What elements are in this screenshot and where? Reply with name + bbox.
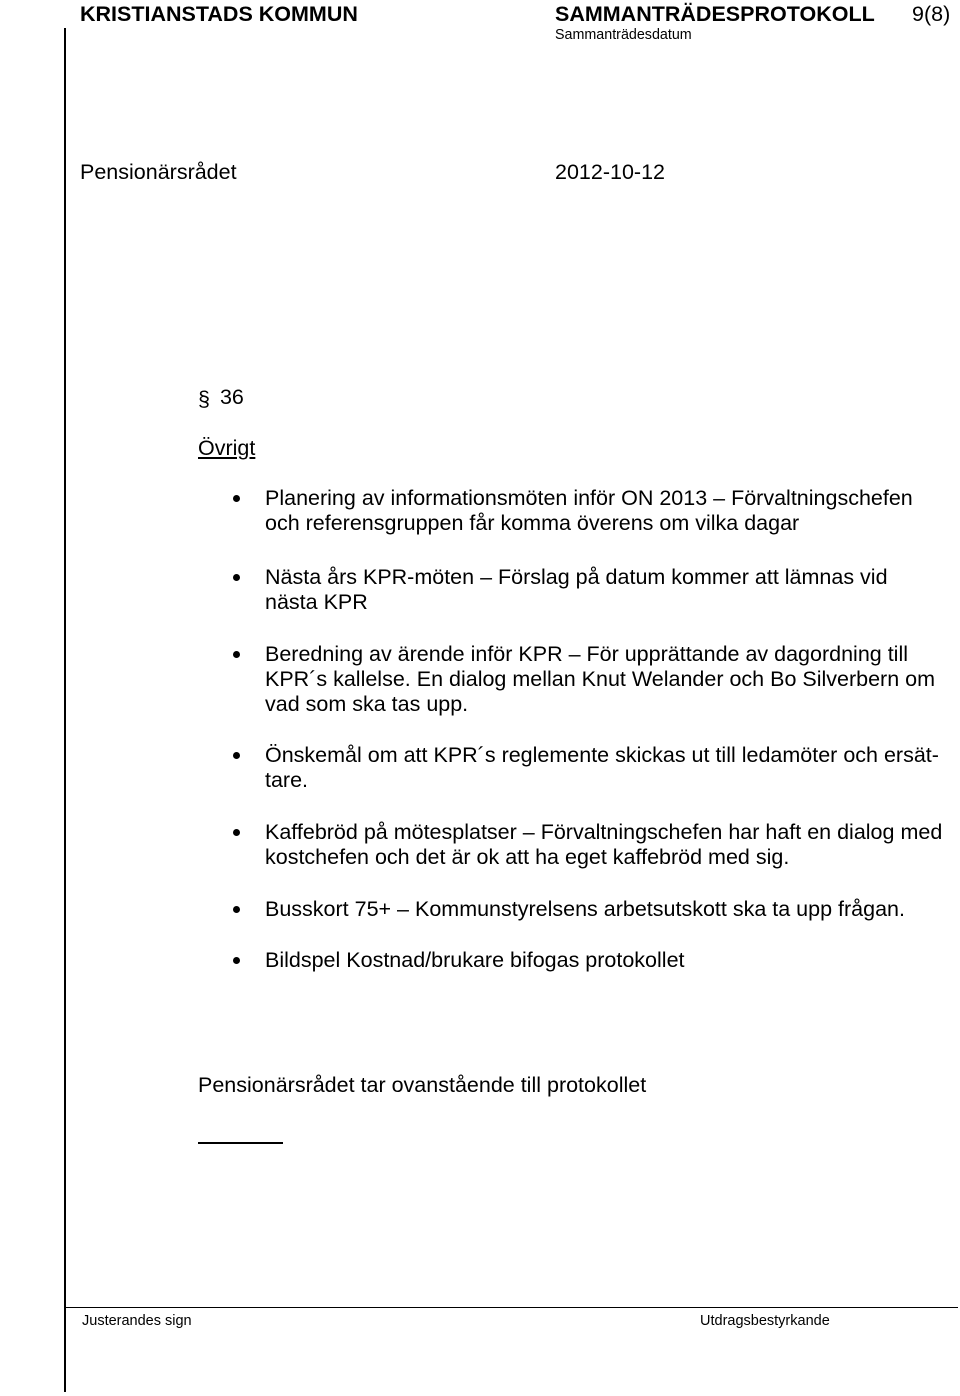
- list-item: [265, 948, 685, 973]
- left-margin-rule: [64, 28, 66, 1392]
- section-title: Övrigt: [198, 436, 256, 460]
- document-type: SAMMANTRÄDESPROTOKOLL: [555, 2, 875, 26]
- list-item-line: Beredning av ärende inför KPR – För upprättande av dagordning till: [265, 642, 909, 666]
- footer-rule: [64, 1307, 958, 1308]
- bullet-icon: [233, 574, 240, 581]
- list-item-line: Nästa års KPR-möten – Förslag på datum kommer att lämnas vid: [265, 565, 888, 589]
- list-item-line: vad som ska tas upp.: [265, 692, 469, 716]
- section-number: [198, 385, 244, 410]
- list-item-line: tare.: [265, 768, 309, 792]
- list-item-line: nästa KPR: [265, 590, 368, 614]
- list-item-line: kostchefen och det är ok att ha eget kaffebröd med sig.: [265, 845, 790, 869]
- bullet-icon: [233, 957, 240, 964]
- list-item-line: Busskort 75+ – Kommunstyrelsens arbetsutskott ska ta upp frågan.: [265, 897, 905, 921]
- list-item-line: Önskemål om att KPR´s reglemente skickas ut till ledamöter och ersät-: [265, 743, 939, 767]
- bullet-icon: [233, 906, 240, 913]
- list-item: [265, 642, 935, 717]
- list-item-line: Kaffebröd på mötesplatser – Förvaltningschefen har haft en dialog med: [265, 820, 943, 844]
- extract-certification-label: Utdragsbestyrkande: [700, 1313, 830, 1329]
- list-item-line: KPR´s kallelse. En dialog mellan Knut Welander och Bo Silverbern om: [265, 667, 936, 691]
- list-item: [265, 897, 905, 922]
- bullet-icon: [233, 752, 240, 759]
- meeting-date-label: Sammanträdesdatum: [555, 27, 692, 43]
- list-item: [265, 565, 888, 615]
- bullet-icon: [233, 651, 240, 658]
- committee-name: Pensionärsrådet: [80, 160, 237, 184]
- decision-text: Pensionärsrådet tar ovanstående till protokollet: [198, 1073, 647, 1097]
- list-item: [265, 486, 913, 536]
- list-item-line: Bildspel Kostnad/brukare bifogas protokollet: [265, 948, 685, 972]
- list-item-line: och referensgruppen får komma överens om vilka dagar: [265, 511, 800, 535]
- municipality-name: KRISTIANSTADS KOMMUN: [80, 2, 358, 26]
- bullet-icon: [233, 495, 240, 502]
- signature-line: [198, 1142, 283, 1144]
- meeting-date: 2012-10-12: [555, 160, 665, 184]
- bullet-icon: [233, 829, 240, 836]
- list-item-line: Planering av informationsmöten inför ON 2013 – Förvaltningschefen: [265, 486, 913, 510]
- adjuster-signature-label: Justerandes sign: [82, 1313, 192, 1329]
- list-item: [265, 743, 939, 793]
- section-number-value: 36: [219, 385, 244, 409]
- page-number: 9(8): [912, 2, 951, 26]
- list-item: [265, 820, 942, 870]
- paragraph-sign: §: [198, 387, 210, 411]
